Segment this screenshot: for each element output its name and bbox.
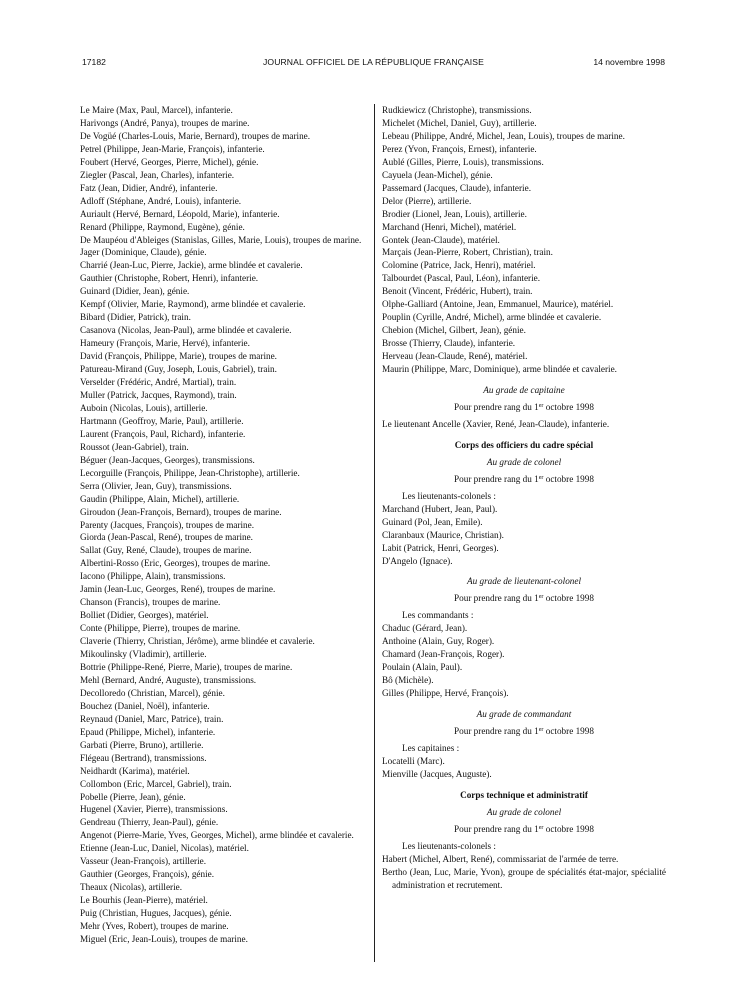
list-item: Hameury (François, Marie, Hervé), infanterie. [80,338,250,349]
list-item: Mienville (Jacques, Auguste). [382,768,492,779]
list-item: Le lieutenant Ancelle (Xavier, René, Jean-Claude), infanterie. [382,418,610,429]
list-item: Collombon (Eric, Marcel, Gabriel), train. [80,778,232,789]
list-item: Petrel (Philippe, Jean-Marie, François), infanterie. [80,143,265,154]
list-item: Pouplin (Cyrille, André, Michel), arme blindée et cavalerie. [382,312,602,323]
list-item: Giroudon (Jean-François, Bernard), troupes de marine. [80,506,282,517]
list-item: Serra (Olivier, Jean, Guy), transmissions. [80,480,232,491]
list-item: Anthoine (Alain, Guy, Roger). [382,636,495,647]
list-item: Flégeau (Bertrand), transmissions. [80,752,207,763]
list-item: Adloff (Stéphane, André, Louis), infanterie. [80,195,242,206]
list-item: Muller (Patrick, Jacques, Raymond), train. [80,389,237,400]
list-item: Patureau-Mirand (Guy, Joseph, Louis, Gabriel), train. [80,364,277,375]
section-heading-lieutenant-colonel: Au grade de lieutenant-colonel [466,576,582,587]
list-item: Brosse (Thierry, Claude), infanterie. [382,338,516,349]
list-item: Parenty (Jacques, François), troupes de marine. [80,519,254,530]
list-item: Auboin (Nicolas, Louis), artillerie. [80,402,208,413]
list-item: Cayuela (Jean-Michel), génie. [382,169,493,180]
group-intro: Les commandants : [402,610,474,621]
list-item: Chebion (Michel, Gilbert, Jean), génie. [382,325,526,336]
list-item: Casanova (Nicolas, Jean-Paul), arme blindée et cavalerie. [80,325,292,336]
rank-date-line: Pour prendre rang du 1er octobre 1998 [454,823,594,834]
list-item: Maurin (Philippe, Marc, Dominique), arme blindée et cavalerie. [382,364,617,375]
left-column [80,104,367,946]
corps-title-cadre-special: Corps des officiers du cadre spécial [454,439,594,450]
list-item: Sallat (Guy, René, Claude), troupes de marine. [80,545,252,556]
corps-title-technique: Corps technique et administratif [460,789,588,800]
rank-date-line: Pour prendre rang du 1er octobre 1998 [454,725,594,736]
list-item: Gendreau (Thierry, Jean-Paul), génie. [80,817,219,828]
list-item: Jager (Dominique, Claude), génie. [80,247,207,258]
list-item: Chanson (Francis), troupes de marine. [80,597,221,608]
list-item: Roussot (Jean-Gabriel), train. [80,441,189,452]
list-item: Lebeau (Philippe, André, Michel, Jean, Louis), troupes de marine. [382,130,625,141]
list-item: Reynaud (Daniel, Marc, Patrice), train. [80,713,224,724]
section-heading-capitaine: Au grade de capitaine [483,385,565,396]
list-item: Brodier (Lionel, Jean, Louis), artillerie. [382,208,527,219]
rank-date-line: Pour prendre rang du 1er octobre 1998 [454,401,594,412]
list-item: Mehl (Bernard, André, Auguste), transmissions. [80,674,257,685]
list-item: Miguel (Eric, Jean-Louis), troupes de marine. [80,934,248,944]
list-item: Hugenel (Xavier, Pierre), transmissions. [80,804,228,815]
section-heading-colonel: Au grade de colonel [486,456,562,467]
rank-date-line: Pour prendre rang du 1er octobre 1998 [454,473,594,484]
list-item: Etienne (Jean-Luc, Daniel, Nicolas), matériel. [80,843,249,854]
list-item: Bô (Michèle). [382,675,434,686]
list-item: De Maupéou d'Ableiges (Stanislas, Gilles, Marie, Louis), troupes de marine. [80,234,362,245]
list-item: Garbati (Pierre, Bruno), artillerie. [80,739,204,750]
list-item: Bibard (Didier, Patrick), train. [80,312,191,323]
column-divider [374,104,375,962]
list-item: Hartmann (Geoffroy, Marie, Paul), artillerie. [80,415,244,426]
list-item: Colomine (Patrice, Jack, Henri), matériel. [382,260,536,271]
list-item: Aublé (Gilles, Pierre, Louis), transmissions. [382,156,544,167]
list-item: Verselder (Frédéric, André, Martial), train. [80,377,237,388]
list-item: Le Maire (Max, Paul, Marcel), infanterie. [80,105,233,115]
list-item: Mehr (Yves, Robert), troupes de marine. [80,921,229,932]
list-item: Angenot (Pierre-Marie, Yves, Georges, Michel), arme blindée et cavalerie. [80,830,354,841]
list-item: Vasseur (Jean-François), artillerie. [80,856,207,867]
list-item: Iacono (Philippe, Alain), transmissions. [80,571,226,582]
list-item: Marchand (Hubert, Jean, Paul). [382,503,498,514]
list-item: Pobelle (Pierre, Jean), génie. [80,791,186,802]
list-item: D'Angelo (Ignace). [382,555,453,566]
publication-date: 14 novembre 1998 [593,57,665,67]
list-item: Giorda (Jean-Pascal, René), troupes de marine. [80,532,253,543]
list-item: Jamin (Jean-Luc, Georges, René), troupes de marine. [80,584,276,595]
entry-list [382,622,666,700]
list-item: Claverie (Thierry, Christian, Jérôme), arme blindée et cavalerie. [80,636,315,647]
list-item: Albertini-Rosso (Eric, Georges), troupes de marine. [80,558,271,569]
list-item: Benoit (Vincent, Frédéric, Hubert), train. [382,286,533,297]
list-item: Harivongs (André, Panya), troupes de marine. [80,117,250,128]
list-item: Renard (Philippe, Raymond, Eugène), génie. [80,221,245,232]
section-heading-commandant: Au grade de commandant [476,709,572,720]
entry-list [382,853,666,892]
list-item: Charrié (Jean-Luc, Pierre, Jackie), arme blindée et cavalerie. [80,260,303,271]
list-item: Gilles (Philippe, Hervé, François). [382,688,509,699]
list-item: Michelet (Michel, Daniel, Guy), artillerie. [382,117,537,128]
list-item: Decolloredo (Christian, Marcel), génie. [80,687,225,698]
right-column [382,104,666,891]
list-item: De Vogüé (Charles-Louis, Marie, Bernard), troupes de marine. [80,130,311,141]
list-item: Perez (Yvon, François, Ernest), infanterie. [382,143,537,154]
list-item: Chamard (Jean-François, Roger). [382,649,505,660]
list-item: Ziegler (Pascal, Jean, Charles), infanterie. [80,169,235,180]
list-item: Delor (Pierre), artillerie. [382,195,472,206]
list-item: Epaud (Philippe, Michel), infanterie. [80,726,216,737]
list-item: Gauthier (Georges, François), génie. [80,869,215,880]
list-item: Marchand (Henri, Michel), matériel. [382,221,517,232]
list-item: Puig (Christian, Hugues, Jacques), génie. [80,908,232,919]
page-number: 17182 [82,57,106,67]
list-item: Locatelli (Marc). [382,755,445,766]
list-item: Béguer (Jean-Jacques, Georges), transmissions. [80,454,255,465]
list-item: Olphe-Galliard (Antoine, Jean, Emmanuel, Maurice), matériel. [382,299,614,310]
list-item: Kempf (Olivier, Marie, Raymond), arme blindée et cavalerie. [80,299,306,310]
list-item: Chaduc (Gérard, Jean). [382,623,468,634]
list-item: Gaudin (Philippe, Alain, Michel), artillerie. [80,493,240,504]
entry-list [382,503,666,568]
list-item: Guinard (Didier, Jean), génie. [80,286,190,297]
group-intro: Les lieutenants-colonels : [402,840,496,851]
list-item: Conte (Philippe, Pierre), troupes de marine. [80,623,241,634]
right-entry-list [382,104,666,376]
list-item: David (François, Philippe, Marie), troupes de marine. [80,351,277,362]
list-item: Guinard (Pol, Jean, Emile). [382,516,483,527]
list-item: Poulain (Alain, Paul). [382,662,463,673]
list-item: Rudkiewicz (Christophe), transmissions. [382,105,532,115]
list-item: Le Bourhis (Jean-Pierre), matériel. [80,895,208,906]
list-item: Bouchez (Daniel, Noël), infanterie. [80,700,210,711]
list-item: Neidhardt (Karima), matériel. [80,765,190,776]
list-item: Habert (Michel, Albert, René), commissariat de l'armée de terre. [382,853,619,864]
list-item: Gontek (Jean-Claude), matériel. [382,234,500,245]
list-item: Lecorguille (François, Philippe, Jean-Christophe), artillerie. [80,467,300,478]
list-item: Passemard (Jacques, Claude), infanterie. [382,182,531,193]
entry-list [382,755,666,781]
list-item: Talbourdet (Pascal, Paul, Léon), infanterie. [382,273,541,284]
rank-date-line: Pour prendre rang du 1er octobre 1998 [454,593,594,604]
list-item: Bertho (Jean, Luc, Marie, Yvon), groupe de spécialités état-major, spécialité administration et recrutement. [382,866,666,890]
list-item: Fatz (Jean, Didier, André), infanterie. [80,182,218,193]
list-item: Labit (Patrick, Henri, Georges). [382,542,499,553]
list-item: Laurent (François, Paul, Richard), infanterie. [80,428,246,439]
list-item: Herveau (Jean-Claude, René), matériel. [382,351,528,362]
page-header [82,57,665,69]
list-item: Theaux (Nicolas), artillerie. [80,882,183,893]
list-item: Marçais (Jean-Pierre, Robert, Christian), train. [382,247,553,258]
section-heading-colonel: Au grade de colonel [486,806,562,817]
list-item: Bolliet (Didier, Georges), matériel. [80,610,209,621]
list-item: Gauthier (Christophe, Robert, Henri), infanterie. [80,273,259,284]
journal-title: JOURNAL OFFICIEL DE LA RÉPUBLIQUE FRANÇAISE [263,57,484,67]
list-item: Auriault (Hervé, Bernard, Léopold, Marie), infanterie. [80,208,280,219]
list-item: Foubert (Hervé, Georges, Pierre, Michel), génie. [80,156,259,167]
list-item: Mikoulinsky (Vladimir), artillerie. [80,649,207,660]
list-item: Bottrie (Philippe-René, Pierre, Marie), troupes de marine. [80,661,293,672]
group-intro: Les capitaines : [402,742,460,753]
list-item: Claranbaux (Maurice, Christian). [382,529,504,540]
group-intro: Les lieutenants-colonels : [402,490,496,501]
